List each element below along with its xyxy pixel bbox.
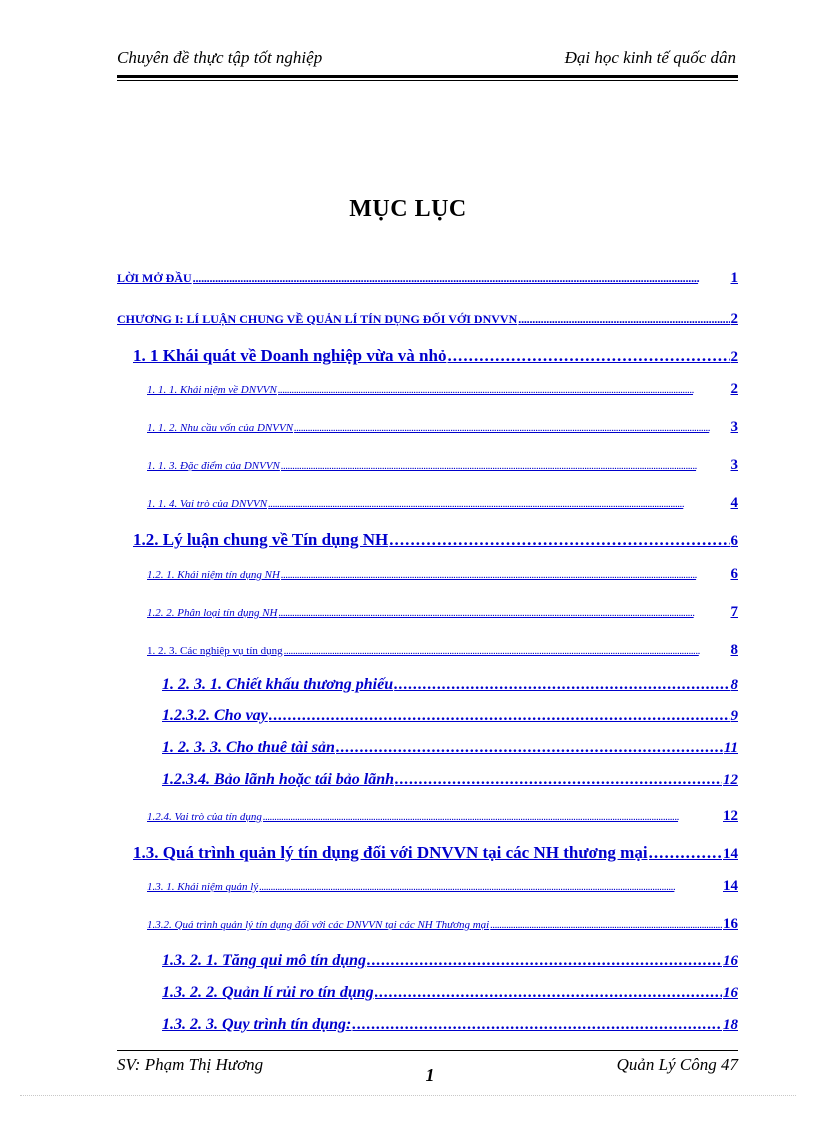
- toc-entry-text: 1.3. 1. Khái niệm quản lý: [147, 881, 259, 893]
- toc-entry-text: CHƯƠNG I: LÍ LUẬN CHUNG VỀ QUẢN LÍ TÍN DỤNG ĐỐI VỚI DNVVN: [117, 312, 518, 326]
- footer-student-name: SV: Phạm Thị Hương: [117, 1055, 264, 1074]
- toc-page-number: 16: [723, 953, 738, 969]
- toc-entry-text: 1.3. 2. 2. Quản lí rủi ro tín dụng: [162, 984, 374, 1001]
- toc-entry-text: 1. 1. 4. Vai trò của DNVVN: [147, 498, 268, 510]
- page-header: [117, 48, 736, 72]
- toc-entry-text: 1.2.3.4. Bảo lãnh hoặc tái bảo lãnh: [162, 771, 395, 788]
- toc-page-number: 4: [730, 495, 738, 511]
- toc-entry-text: 1.2. 1. Khái niệm tín dụng NH: [147, 569, 280, 581]
- toc-leader-dots: [394, 676, 729, 694]
- toc-entry-text: 1.2. 2. Phân loại tín dụng NH: [147, 607, 278, 619]
- toc-leader-dots: [367, 952, 722, 970]
- toc-entry-1-3[interactable]: [133, 843, 738, 863]
- toc-entry-1-2-3-3[interactable]: [162, 739, 738, 757]
- toc-entry-text: 1. 1. 1. Khái niệm về DNVVN: [147, 384, 277, 396]
- toc-leader-dots: [263, 811, 722, 823]
- toc-leader-dots: [352, 1016, 722, 1034]
- toc-entry-text: 1. 1 Khái quát về Doanh nghiệp vừa và nhỏ: [133, 346, 447, 365]
- toc-page-number: 9: [730, 708, 738, 724]
- toc-page-number: 8: [730, 677, 738, 693]
- toc-leader-dots: [278, 607, 729, 619]
- toc-page-number: 11: [723, 740, 738, 756]
- toc-page-number: 7: [730, 604, 738, 620]
- toc-leader-dots: [375, 984, 722, 1002]
- toc-page-number: 8: [730, 642, 738, 658]
- page-title: MỤC LỤC: [349, 196, 467, 222]
- toc-leader-dots: [389, 530, 729, 550]
- toc-entry-1-3-2-2[interactable]: [162, 984, 738, 1002]
- toc-leader-dots: [336, 739, 723, 757]
- toc-entry-1-2-3-2[interactable]: [162, 707, 738, 725]
- toc-page-number: 12: [723, 808, 738, 824]
- header-right-text: Đại học kinh tế quốc dân: [564, 48, 736, 67]
- toc-entry-1-3-1[interactable]: [147, 878, 738, 895]
- toc-entry-text: 1. 2. 3. 1. Chiết khấu thương phiếu: [162, 676, 394, 693]
- toc-entry-1-1[interactable]: [133, 346, 738, 366]
- toc-entry-1-3-2-1[interactable]: [162, 952, 738, 970]
- toc-page-number: 2: [730, 311, 738, 327]
- header-rule-thin: [117, 80, 738, 81]
- toc-entry-chuong-1[interactable]: [117, 311, 738, 328]
- footer-rule: [117, 1050, 738, 1051]
- toc-leader-dots: [649, 843, 722, 863]
- toc-leader-dots: [518, 312, 729, 327]
- toc-entry-1-1-3[interactable]: [147, 457, 738, 474]
- page-bottom-edge: [20, 1095, 796, 1096]
- toc-entry-text: 1.2.3.2. Cho vay: [162, 707, 268, 724]
- toc-leader-dots: [294, 422, 729, 434]
- toc-page-number: 6: [730, 566, 738, 582]
- footer-class-name: Quản Lý Công 47: [616, 1055, 738, 1074]
- header-rule-thick: [117, 75, 738, 78]
- toc-leader-dots: [490, 919, 722, 931]
- toc-page-number: 2: [730, 381, 738, 397]
- toc-page-number: 16: [723, 916, 738, 932]
- toc-entry-text: 1.3. 2. 3. Quy trình tín dụng:: [162, 1016, 352, 1033]
- toc-page-number: 2: [730, 349, 738, 365]
- toc-entry-text: 1.3. 2. 1. Tăng qui mô tín dụng: [162, 952, 367, 969]
- toc-entry-1-2-3-1[interactable]: [162, 676, 738, 694]
- toc-entry-1-3-2[interactable]: [147, 916, 738, 933]
- toc-entry-text: 1. 2. 3. Các nghiệp vụ tín dụng: [147, 645, 283, 657]
- toc-page-number: 3: [730, 457, 738, 473]
- toc-leader-dots: [278, 384, 730, 396]
- header-left-text: Chuyên đề thực tập tốt nghiệp: [117, 48, 323, 67]
- toc-leader-dots: [268, 498, 729, 510]
- toc-entry-1-2-4[interactable]: [147, 808, 738, 825]
- toc-entry-1-1-2[interactable]: [147, 419, 738, 436]
- toc-leader-dots: [284, 645, 730, 657]
- toc-entry-text: 1.2. Lý luận chung về Tín dụng NH: [133, 530, 389, 549]
- toc-entry-1-1-4[interactable]: [147, 495, 738, 512]
- toc-entry-1-2[interactable]: [133, 530, 738, 550]
- toc-leader-dots: [269, 707, 730, 725]
- toc-entry-loi-mo-dau[interactable]: [117, 270, 738, 287]
- toc-entry-text: 1. 1. 3. Đặc điểm của DNVVN: [147, 460, 280, 472]
- toc-page-number: 3: [730, 419, 738, 435]
- toc-entry-text: 1.3.2. Quá trình quản lý tín dụng đối với các DNVVN tại các NH Thương mại: [147, 919, 490, 931]
- toc-entry-1-2-2[interactable]: [147, 604, 738, 621]
- toc-entry-text: 1. 1. 2. Nhu cầu vốn của DNVVN: [147, 422, 294, 434]
- toc-entry-text: LỜI MỞ ĐẦU: [117, 271, 192, 285]
- toc-leader-dots: [281, 460, 730, 472]
- toc-page-number: 12: [723, 772, 738, 788]
- toc-entry-1-2-1[interactable]: [147, 566, 738, 583]
- toc-page-number: 14: [723, 878, 738, 894]
- toc-leader-dots: [259, 881, 722, 893]
- toc-entry-text: 1.3. Quá trình quản lý tín dụng đối với DNVVN tại các NH thương mại: [133, 843, 648, 862]
- toc-entry-text: 1.2.4. Vai trò của tín dụng: [147, 811, 262, 823]
- toc-leader-dots: [281, 569, 730, 581]
- footer-page-number: 1: [425, 1065, 435, 1085]
- toc-page-number: 6: [730, 533, 738, 549]
- toc-page-number: 18: [723, 1017, 738, 1033]
- toc-leader-dots: [447, 346, 729, 366]
- toc-page-number: 14: [723, 846, 738, 862]
- toc-leader-dots: [395, 771, 722, 789]
- toc-page-number: 16: [723, 985, 738, 1001]
- toc-leader-dots: [193, 271, 730, 286]
- toc-entry-text: 1. 2. 3. 3. Cho thuê tài sản: [162, 739, 335, 756]
- toc-entry-1-3-2-3[interactable]: [162, 1016, 738, 1034]
- toc-entry-1-2-3[interactable]: [147, 642, 738, 659]
- toc-entry-1-2-3-4[interactable]: [162, 771, 738, 789]
- toc-entry-1-1-1[interactable]: [147, 381, 738, 398]
- toc-page-number: 1: [730, 270, 738, 286]
